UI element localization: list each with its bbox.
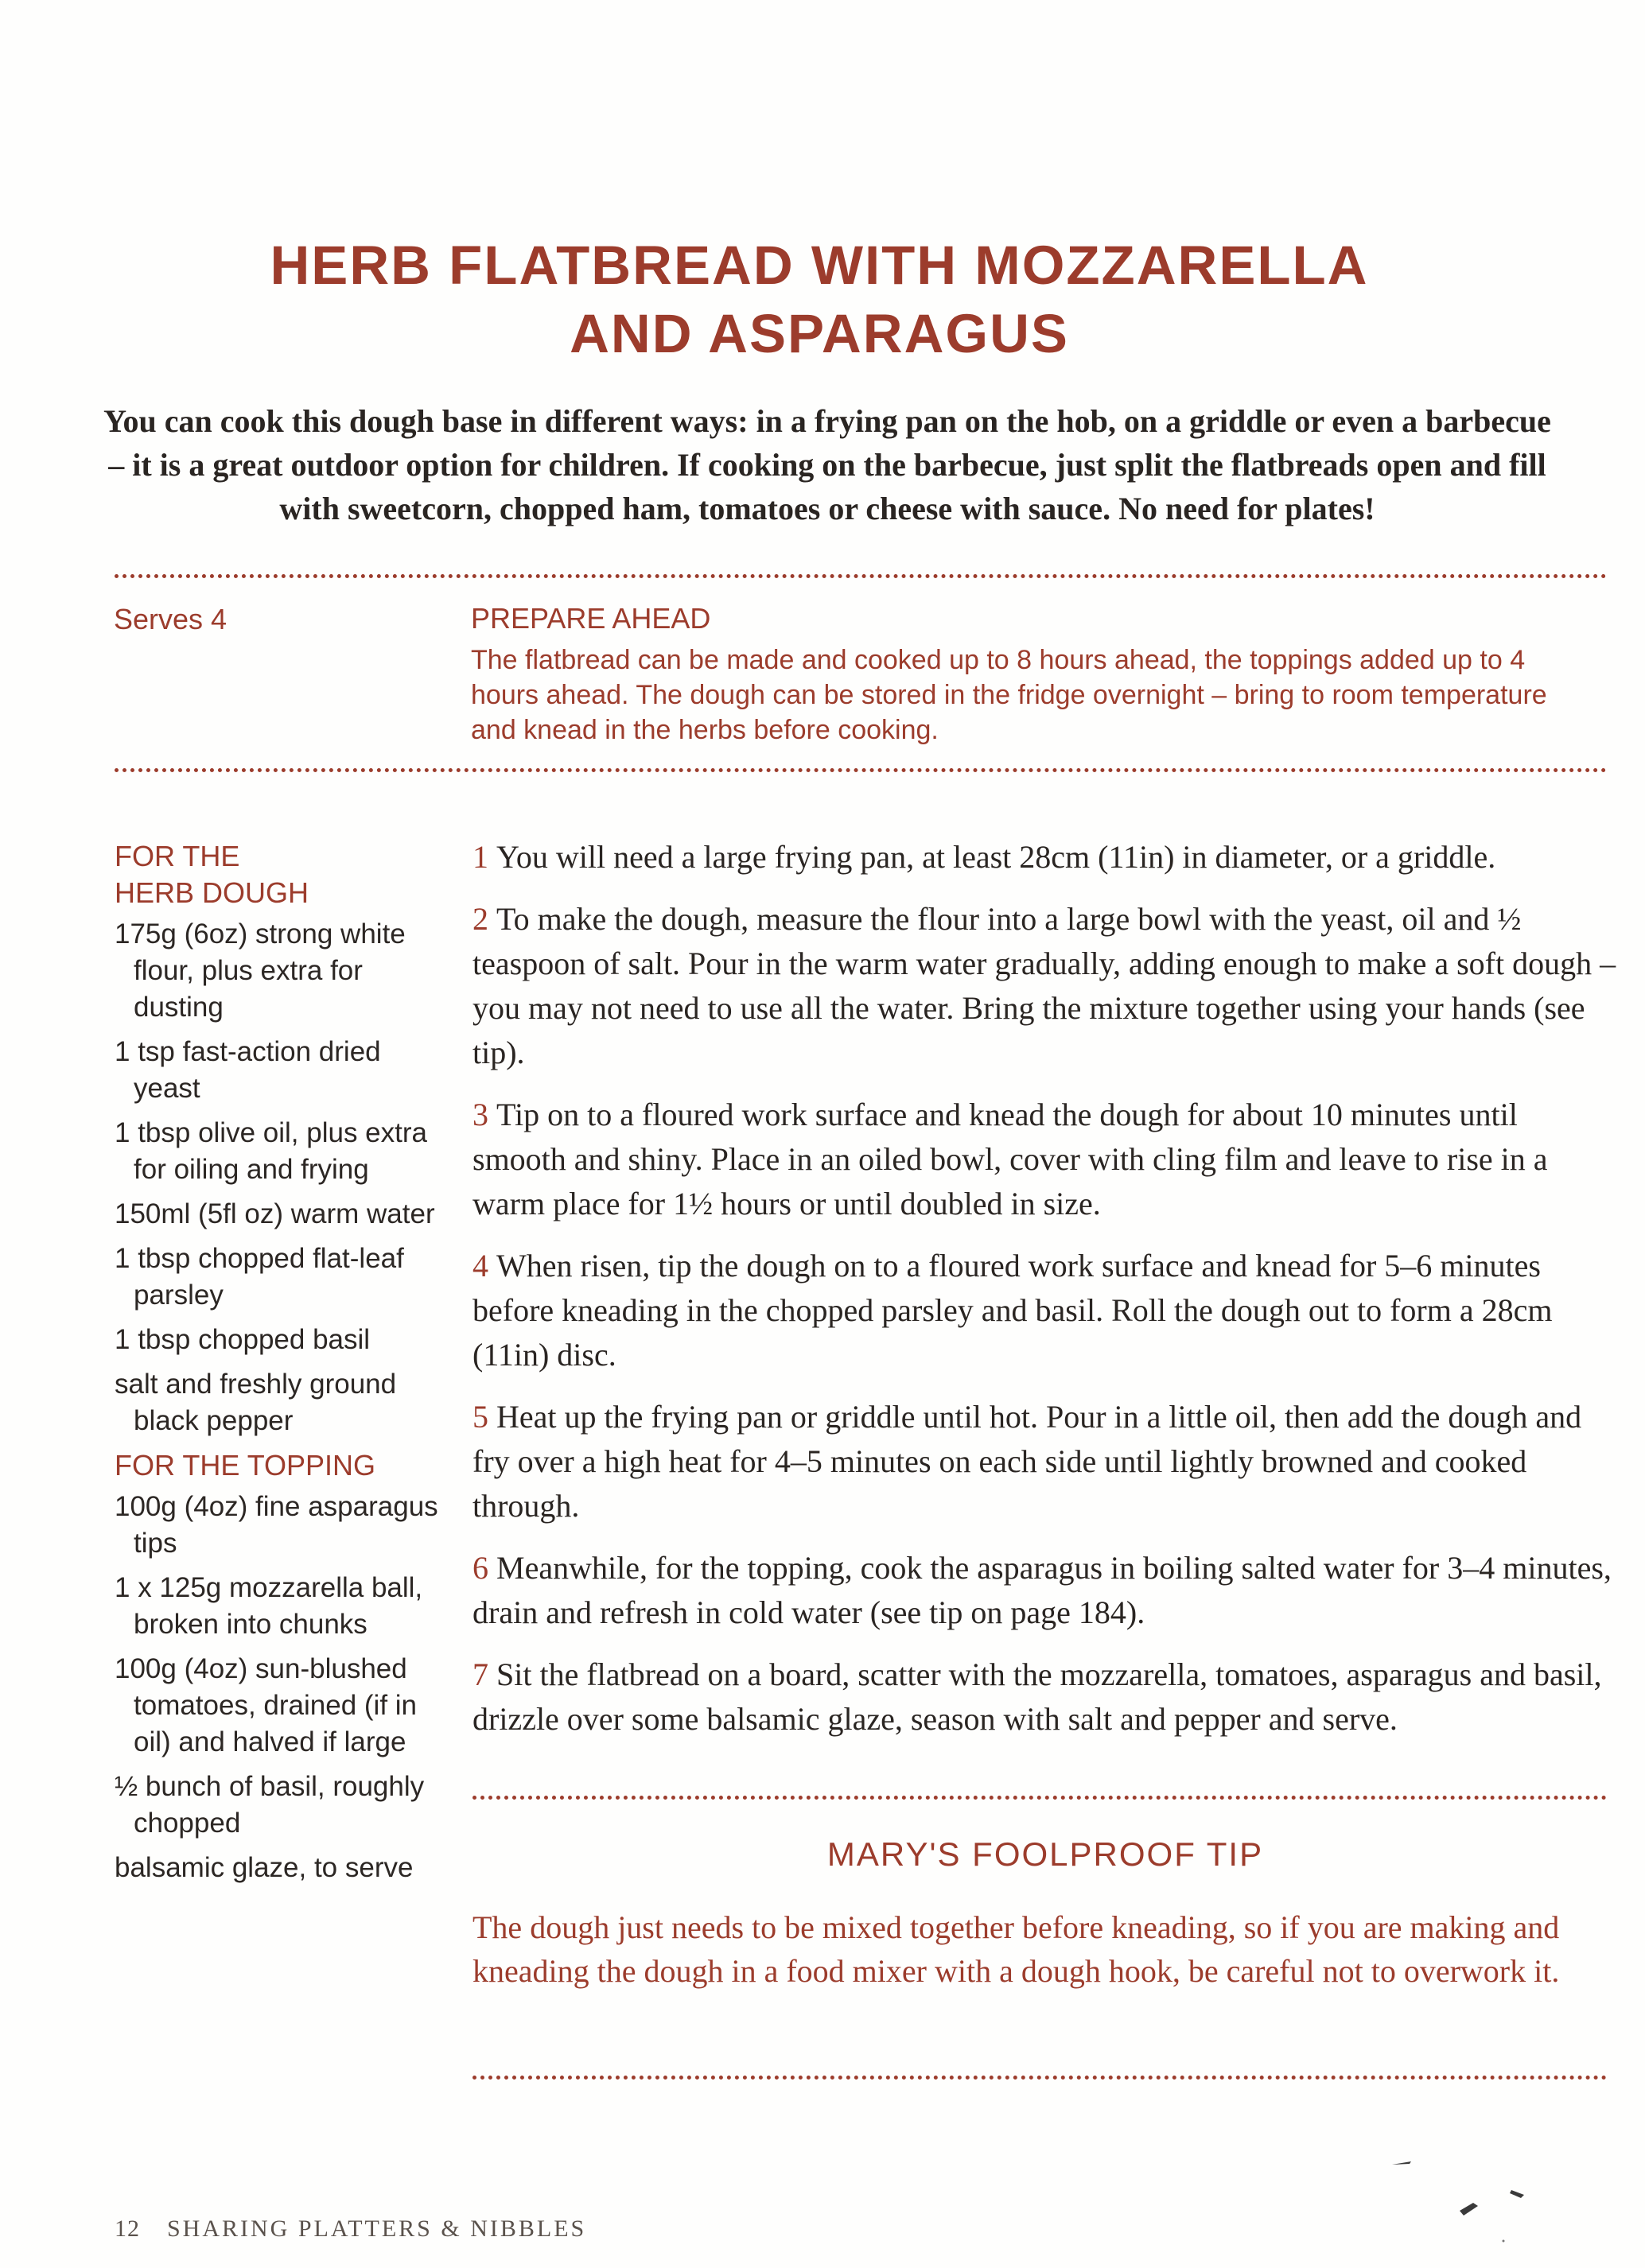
ingredient-item: 1 tbsp chopped flat-leaf parsley (115, 1243, 404, 1311)
step-text: When risen, tip the dough on to a floured work surface and knead for 5–6 minutes before kneading in the chopped parsley and basil. Roll the dough out to form a 28cm (11in) disc. (472, 1248, 1553, 1373)
step-text: Meanwhile, for the topping, cook the asparagus in boiling salted water for 3–4 minutes, drain and refresh in cold water (see tip on page 184). (472, 1550, 1612, 1630)
ingredient-item: 175g (6oz) strong white flour, plus extra for dusting (115, 918, 406, 1023)
step-number: 3 (472, 1097, 488, 1132)
divider-top (115, 574, 1607, 578)
method-step-4 (472, 1244, 1618, 1377)
prepare-ahead-box (471, 601, 1585, 748)
section-name: SHARING PLATTERS & NIBBLES (167, 2216, 587, 2242)
ingredient-item: 1 tbsp olive oil, plus extra for oiling and frying (115, 1117, 427, 1185)
dough-heading (115, 838, 449, 911)
page-number: 12 (115, 2216, 140, 2242)
dough-heading-line-1: FOR THE (115, 840, 240, 872)
ingredient-item: 100g (4oz) sun-blushed tomatoes, drained (if in oil) and halved if large (115, 1653, 418, 1757)
method-step-1 (472, 835, 1618, 880)
ingredient-item: ½ bunch of basil, roughly chopped (115, 1771, 425, 1839)
method-step-5 (472, 1395, 1618, 1528)
step-number: 6 (472, 1550, 488, 1586)
ingredient-item: 1 tsp fast-action dried yeast (115, 1036, 381, 1104)
print-specks (1384, 2147, 1543, 2251)
step-text: You will need a large frying pan, at least 28cm (11in) in diameter, or a griddle. (496, 839, 1496, 875)
ingredient-item: 100g (4oz) fine asparagus tips (115, 1491, 438, 1559)
step-number: 7 (472, 1656, 488, 1692)
dough-heading-line-2: HERB DOUGH (115, 876, 309, 909)
step-text: To make the dough, measure the flour into a large bowl with the yeast, oil and ½ teaspoon of salt. Pour in the warm water gradually, adding enough to make a soft dough – you may not need to use all the water. Bring the mixture together using your hands (see tip). (472, 901, 1616, 1070)
step-number: 1 (472, 839, 488, 875)
recipe-intro: You can cook this dough base in different ways: in a frying pan on the hob, on a griddle or even a barbecue – it is a great outdoor option for children. If cooking on the barbecue, just split the flatbreads open and fill with sweetcorn, chopped ham, tomatoes or cheese with sauce. No need for plates! (103, 403, 1551, 526)
step-number: 2 (472, 901, 488, 937)
method-step-6 (472, 1546, 1618, 1635)
step-text: Sit the flatbread on a board, scatter with the mozzarella, tomatoes, asparagus and basil, drizzle over some balsamic glaze, season with salt and pepper and serve. (472, 1656, 1602, 1737)
step-text: Heat up the frying pan or griddle until hot. Pour in a little oil, then add the dough and fry over a high heat for 4–5 minutes on each side until lightly browned and cooked through. (472, 1399, 1582, 1524)
ingredient-item: 150ml (5fl oz) warm water (115, 1198, 435, 1229)
ingredient-item: salt and freshly ground black pepper (115, 1369, 397, 1436)
recipe-title (111, 231, 1527, 368)
method-step-7 (472, 1652, 1618, 1742)
recipe-title-line-2: AND ASPARAGUS (570, 303, 1069, 365)
step-number: 4 (472, 1248, 488, 1284)
method-step-3 (472, 1093, 1618, 1226)
prepare-ahead-heading: PREPARE AHEAD (471, 602, 711, 635)
topping-heading: FOR THE TOPPING (115, 1449, 376, 1482)
tip-heading: MARY'S FOOLPROOF TIP (826, 1835, 1264, 1873)
step-number: 5 (472, 1399, 488, 1435)
serves-label: Serves 4 (114, 603, 228, 635)
tip-text: The dough just needs to be mixed together before kneading, so if you are making and kneading the dough in a food mixer with a dough hook, be careful not to overwork it. (472, 1909, 1560, 1989)
page-footer (115, 2216, 586, 2243)
prepare-ahead-text: The flatbread can be made and cooked up to 8 hours ahead, the toppings added up to 4 hours ahead. The dough can be stored in the fridge overnight – bring to room temperature and knead in the herbs before cooking. (471, 645, 1547, 745)
method-steps (472, 835, 1618, 1759)
ingredients-list (115, 838, 449, 1894)
ingredient-item: balsamic glaze, to serve (115, 1852, 414, 1883)
method-step-2 (472, 897, 1618, 1075)
divider-tip-bottom (472, 2076, 1607, 2080)
ingredient-item: 1 x 125g mozzarella ball, broken into chunks (115, 1572, 423, 1640)
step-text: Tip on to a floured work surface and knead the dough for about 10 minutes until smooth and shiny. Place in an oiled bowl, cover with cling film and leave to rise in a warm place for 1½ hours or until doubled in size. (472, 1097, 1548, 1221)
divider-tip-top (472, 1796, 1607, 1800)
divider-middle (115, 768, 1607, 772)
ingredient-item: 1 tbsp chopped basil (115, 1324, 371, 1355)
recipe-title-line-1: HERB FLATBREAD WITH MOZZARELLA (270, 235, 1369, 297)
